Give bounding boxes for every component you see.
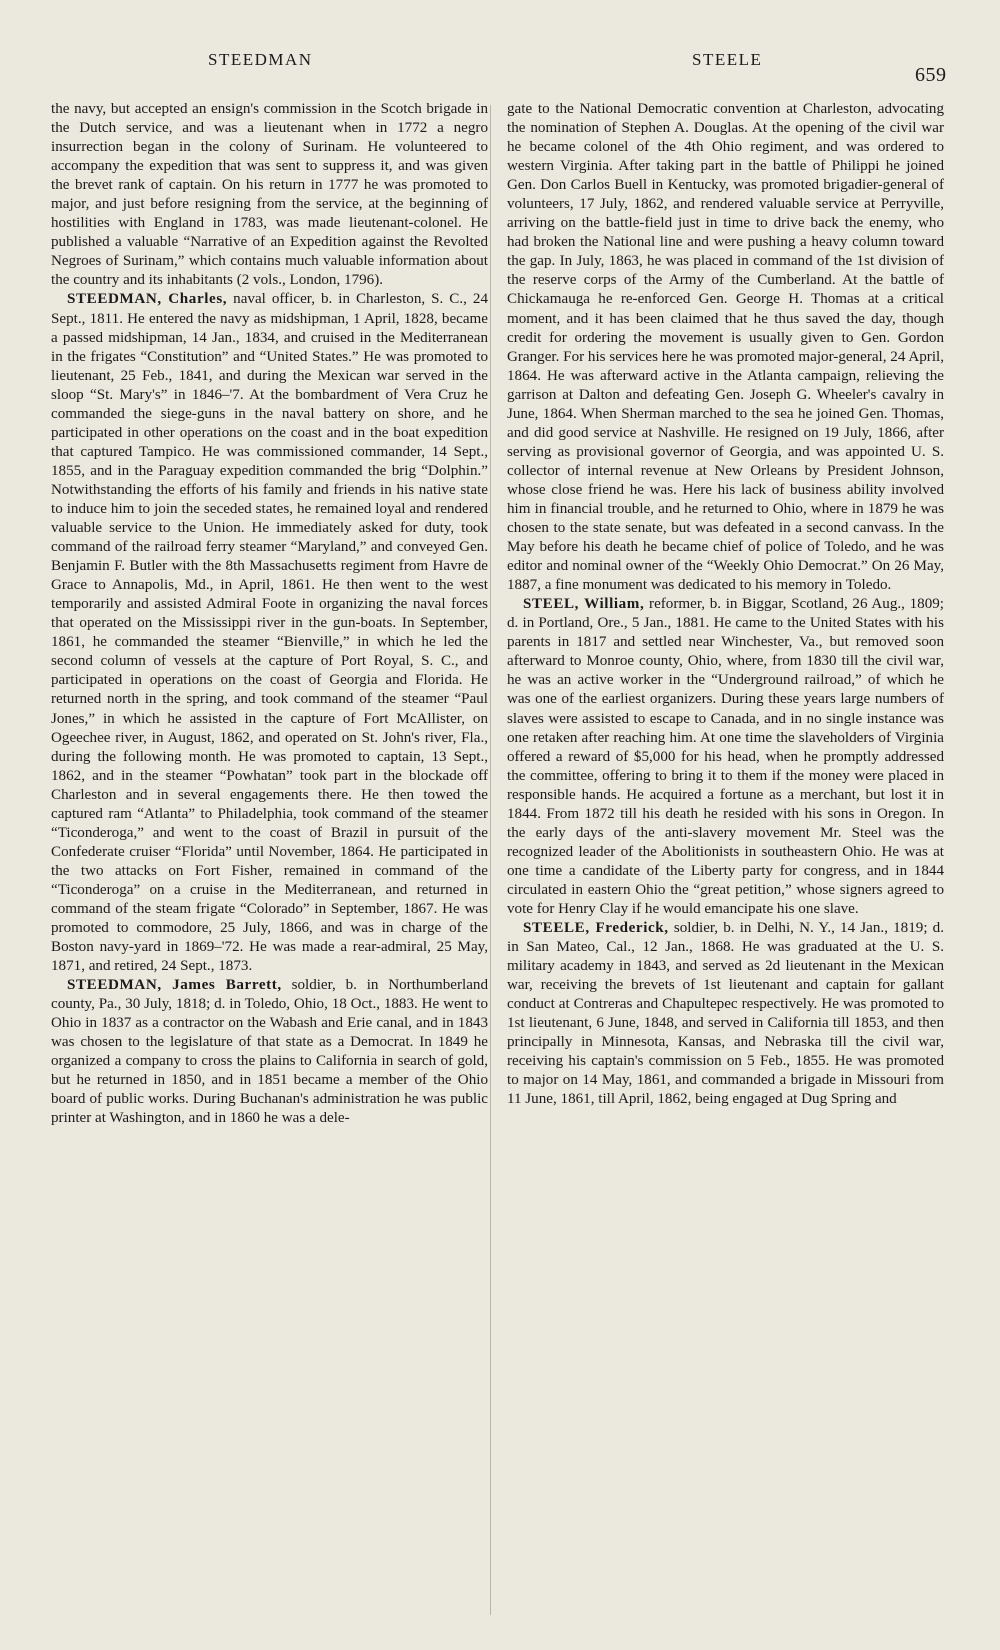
running-head-left: STEEDMAN — [208, 50, 313, 69]
entry-body: reformer, b. in Biggar, Scotland, 26 Aug., 1809; d. in Portland, Ore., 5 Jan., 1881. He came to the United States with his parents in 1817 and settled near Winchester, Va., but removed soon afterward to Monroe county, Ohio, where, from 1830 till the civil war, he was an active worker in the “Underground railroad,” of which he was one of the earliest organizers. During these years large numbers of slaves were assisted to escape to Canada, and in no single instance was one retaken after reaching him. At one time the slaveholders of Virginia offered a reward of $5,000 for his head, when he promptly addressed the committee, offering to bring it to them if the money were placed in responsible hands. He acquired a fortune as a merchant, but lost it in 1844. From 1872 till his death he resided with his sons in Oregon. In the early days of the anti-slavery movement Mr. Steel was the recognized leader of the Abolitionists in southeastern Ohio. He was at one time a candidate of the Liberty party for congress, and in 1844 circulated in eastern Ohio the “great petition,” whose signers agreed to vote for Henry Clay if he would emancipate his one slave. — [507, 596, 944, 917]
left-continuation-paragraph: the navy, but accepted an ensign's commission in the Scotch brigade in the Dutch service, and was a lieutenant when in 1772 a negro insurrection began in the colony of Surinam. He volunteered to accompany the expedition that was sent to suppress it, and was given the brevet rank of captain. On his return in 1777 he was promoted to major, and just before resigning from the service, at the beginning of hostilities with England in 1783, was made lieutenant-colonel. He published a valuable “Narrative of an Expedition against the Revolted Negroes of Surinam,” which contains much valuable information about the country and its inhabitants (2 vols., London, 1796). — [51, 101, 488, 289]
right-continuation-paragraph: gate to the National Democratic convention at Charleston, advocating the nomination of Stephen A. Douglas. At the opening of the civil war he became colonel of the 4th Ohio regiment, and was ordered to western Virginia. After taking part in the battle of Philippi he joined Gen. Don Carlos Buell in Kentucky, was promoted brigadier-general of volunteers, 17 July, 1862, and rendered valuable service at Perryville, arriving on the battle-field just in time to drive back the enemy, who had broken the National line and were pushing a heavy column toward the gap. In July, 1863, he was placed in command of the 1st division of the reserve corps of the Army of the Cumberland. At the battle of Chickamauga he re-enforced Gen. George H. Thomas at a critical moment, and it has been claimed that he thus saved the day, though credit for ordering the movement is usually given to Gen. Gordon Granger. For his services here he was promoted major-general, 24 April, 1864. He was afterward active in the Atlanta campaign, relieving the garrison at Dalton and defeating Gen. Joseph G. Wheeler's cavalry in June, 1864. When Sherman marched to the sea he joined Gen. Thomas, and did good service at Nashville. He resigned on 19 July, 1866, after serving as provisional governor of Georgia, and was appointed U. S. collector of internal revenue at New Orleans by President Johnson, whose close friend he was. Here his lack of business ability involved him in financial trouble, and he returned to Ohio, where in 1879 he was chosen to the state senate, but was defeated in a second canvass. In the May before his death he became chief of police of Toledo, and he was editor and nominal owner of the “Weekly Ohio Democrat.” On 26 May, 1887, a fine monument was dedicated to his memory in Toledo. — [507, 101, 944, 594]
entry-steedman-charles — [51, 290, 488, 976]
entry-heading: STEEDMAN, James Barrett, — [67, 977, 282, 994]
entry-body: soldier, b. in Delhi, N. Y., 14 Jan., 1819; d. in San Mateo, Cal., 12 Jan., 1868. He was graduated at the U. S. military academy in 1843, and served as 2d lieutenant in the Mexican war, receiving the brevets of 1st lieutenant and captain for gallant conduct at Contreras and Chapultepec respectively. He was promoted to 1st lieutenant, 6 June, 1848, and served in California till 1853, and then principally in Minnesota, Kansas, and Nebraska till the civil war, receiving his captain's commission on 5 Feb., 1855. He was promoted to major on 14 May, 1861, and commanded a brigade in Missouri from 11 June, 1861, till April, 1862, being engaged at Dug Spring and — [507, 920, 944, 1108]
entry-heading: STEEL, William, — [523, 596, 645, 613]
right-column — [507, 100, 944, 1109]
left-column — [51, 100, 488, 1129]
running-head-center: STEELE — [692, 50, 763, 69]
page-number: 659 — [915, 64, 947, 86]
column-divider — [490, 105, 491, 1615]
entry-body: naval officer, b. in Charleston, S. C., 24 Sept., 1811. He entered the navy as midshipman, 1 April, 1828, became a passed midshipman, 14 Jan., 1834, and cruised in the Mediterranean in the frigates “Constitution” and “United States.” He was promoted to lieutenant, 25 Feb., 1841, and during the Mexican war served in the sloop “St. Mary's” in 1846–'7. At the bombardment of Vera Cruz he commanded the siege-guns in the naval battery on shore, and he participated in other operations on the coast and in the boat expedition that captured Tampico. He was commissioned commander, 14 Sept., 1855, and in the Paraguay expedition commanded the brig “Dolphin.” Notwithstanding the efforts of his family and friends in his native state to induce him to join the seceded states, he remained loyal and rendered valuable service to the Union. He immediately asked for duty, took command of the railroad ferry steamer “Maryland,” and conveyed Gen. Benjamin F. Butler with the 8th Massachusetts regiment from Havre de Grace to Annapolis, Md., in April, 1861. He then went to the west temporarily and assisted Admiral Foote in organizing the naval forces that operated on the Mississippi river in the gun-boats. In September, 1861, he commanded the steamer “Bienville,” in which he led the second column of vessels at the capture of Port Royal, S. C., and participated in operations on the coast of Georgia and Florida. He returned north in the spring, and took command of the steamer “Paul Jones,” in which he assisted in the capture of Fort McAllister, on Ogeechee river, in August, 1862, and operated on St. John's river, Fla., during the following month. He was promoted to captain, 13 Sept., 1862, and in the steamer “Powhatan” took part in the blockade off Charleston and in several engagements there. He then towed the captured ram “Atlanta” to Philadelphia, took command of the steamer “Ticonderoga,” and went to the coast of Brazil in pursuit of the Confederate cruiser “Florida” until November, 1864. He participated in the two attacks on Fort Fisher, remained in command of the “Ticonderoga” on a cruise in the Mediterranean, and returned in command of the steam frigate “Colorado” in September, 1867. He was promoted to commodore, 25 July, 1866, and was in charge of the Boston navy-yard in 1869–'72. He was made a rear-admiral, 25 May, 1871, and retired, 24 Sept., 1873. — [51, 291, 488, 975]
entry-steedman-james — [51, 976, 488, 1128]
entry-heading: STEEDMAN, Charles, — [67, 291, 228, 308]
entry-heading: STEELE, Frederick, — [523, 920, 669, 937]
entry-steel-william — [507, 595, 944, 919]
entry-body: soldier, b. in Northumberland county, Pa., 30 July, 1818; d. in Toledo, Ohio, 18 Oct., 1883. He went to Ohio in 1837 as a contractor on the Wabash and Erie canal, and in 1843 was chosen to the legislature of that state as a Democrat. In 1849 he organized a company to cross the plains to California in search of gold, but he returned in 1850, and in 1851 became a member of the Ohio board of public works. During Buchanan's administration he was public printer at Washington, and in 1860 he was a dele- — [51, 977, 488, 1127]
entry-steele-frederick — [507, 919, 944, 1109]
